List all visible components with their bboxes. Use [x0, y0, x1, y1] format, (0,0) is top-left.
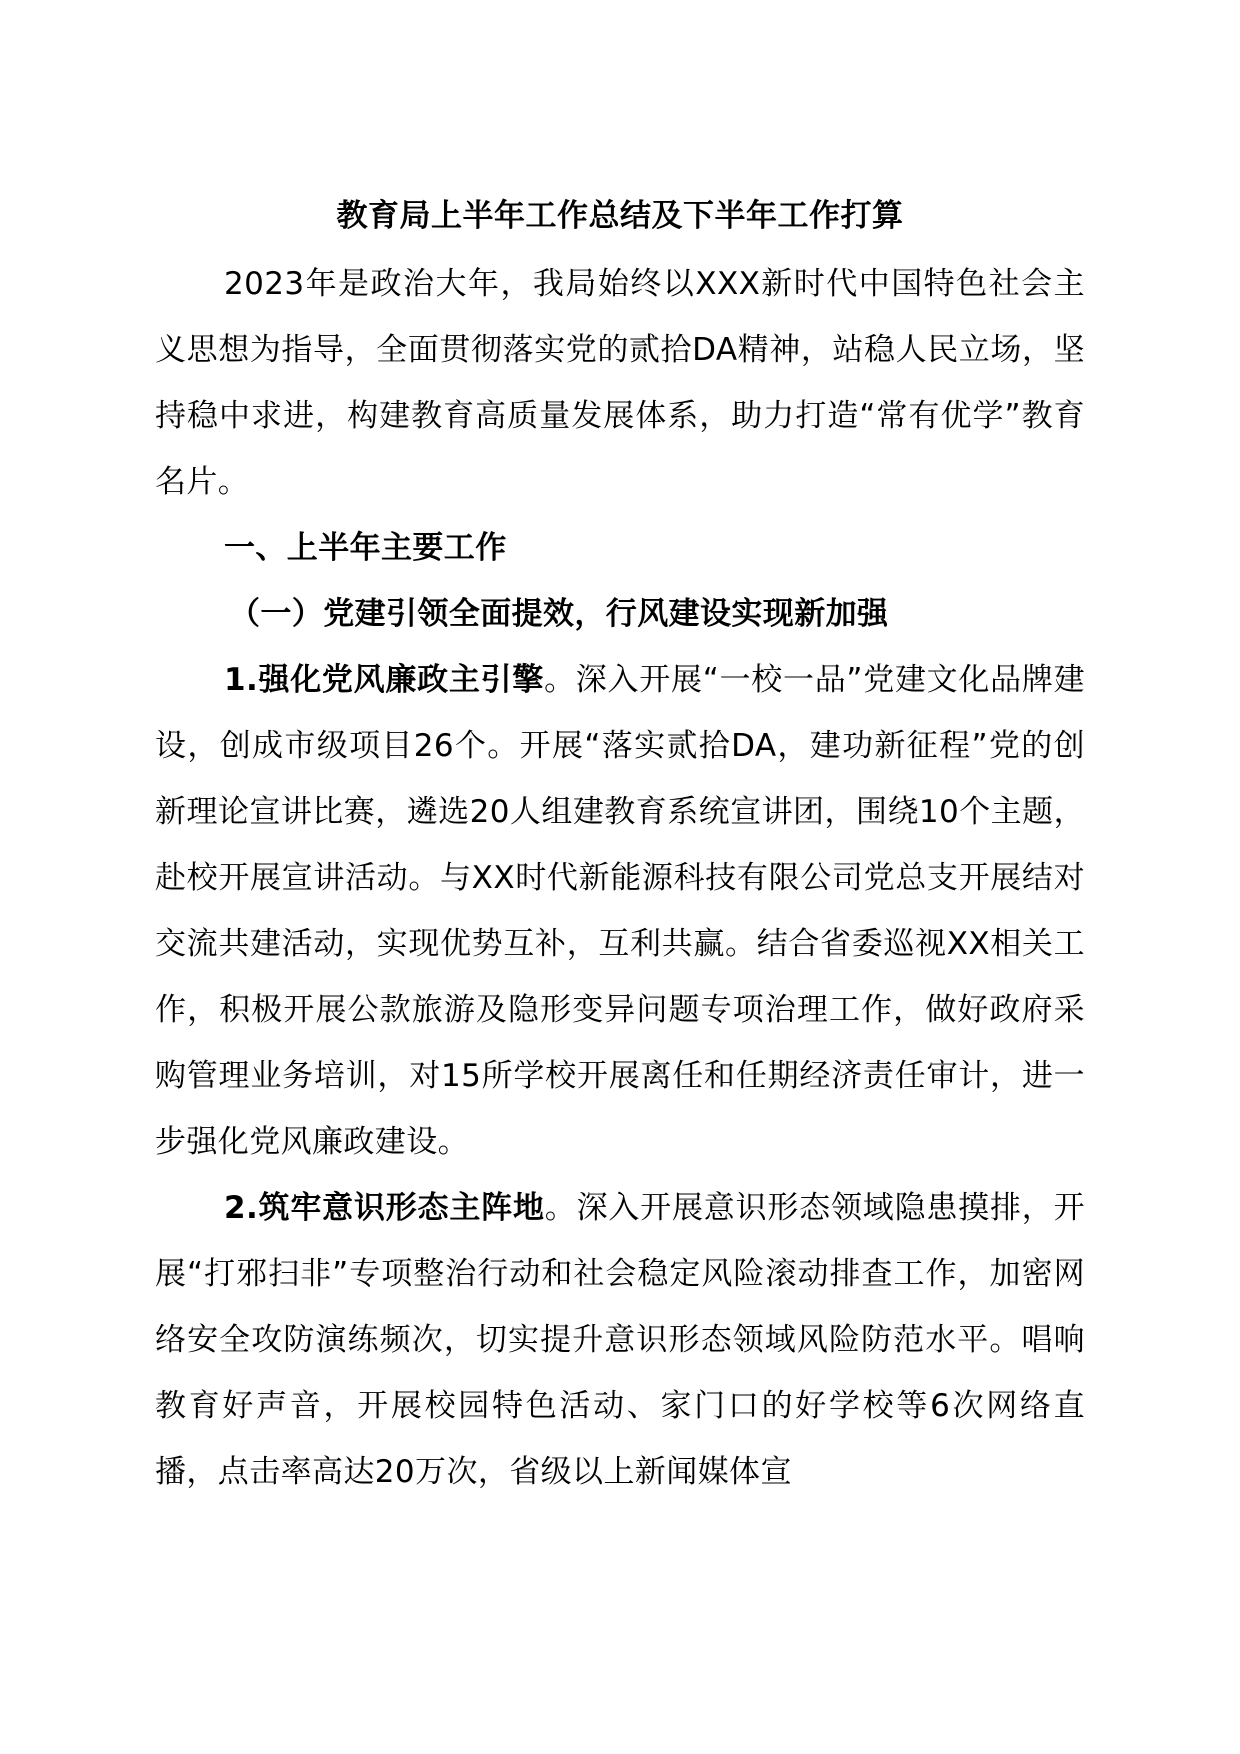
intro-paragraph: 2023年是政治大年，我局始终以XXX新时代中国特色社会主义思想为指导，全面贯彻落实党的贰拾DA精神，站稳人民立场，坚持稳中求进，构建教育高质量发展体系，助力打造“常有优学”教育名片。 [155, 266, 1085, 500]
item1-paragraph [155, 647, 1085, 1175]
document-title: 教育局上半年工作总结及下半年工作打算 [336, 198, 904, 234]
item2-paragraph [155, 1175, 1085, 1505]
item1-lead: 1.强化党风廉政主引擎 [224, 662, 545, 698]
document-body [155, 251, 1085, 1505]
item2-text: 。深入开展意识形态领域隐患摸排，开展“打邪扫非”专项整治行动和社会稳定风险滚动排查工作，加密网络安全攻防演练频次，切实提升意识形态领域风险防范水平。唱响教育好声音，开展校园特色活动、家门口的好学校等6次网络直播，点击率高达20万次，省级以上新闻媒体宣 [155, 1190, 1085, 1490]
item1-text: 。深入开展“一校一品”党建文化品牌建设，创成市级项目26个。开展“落实贰拾DA，建功新征程”党的创新理论宣讲比赛，遴选20人组建教育系统宣讲团，围绕10个主题，赴校开展宣讲活动。与XX时代新能源科技有限公司党总支开展结对交流共建活动，实现优势互补，互利共赢。结合省委巡视XX相关工作，积极开展公款旅游及隐形变异问题专项治理工作，做好政府采购管理业务培训，对15所学校开展离任和任期经济责任审计，进一步强化党风廉政建设。 [155, 662, 1085, 1160]
section-heading-first-half-work: 一、上半年主要工作 [224, 530, 507, 566]
subsection-heading-party-building: （一）党建引领全面提效，行风建设实现新加强 [229, 596, 889, 632]
item2-lead: 2.筑牢意识形态主阵地 [224, 1190, 545, 1226]
